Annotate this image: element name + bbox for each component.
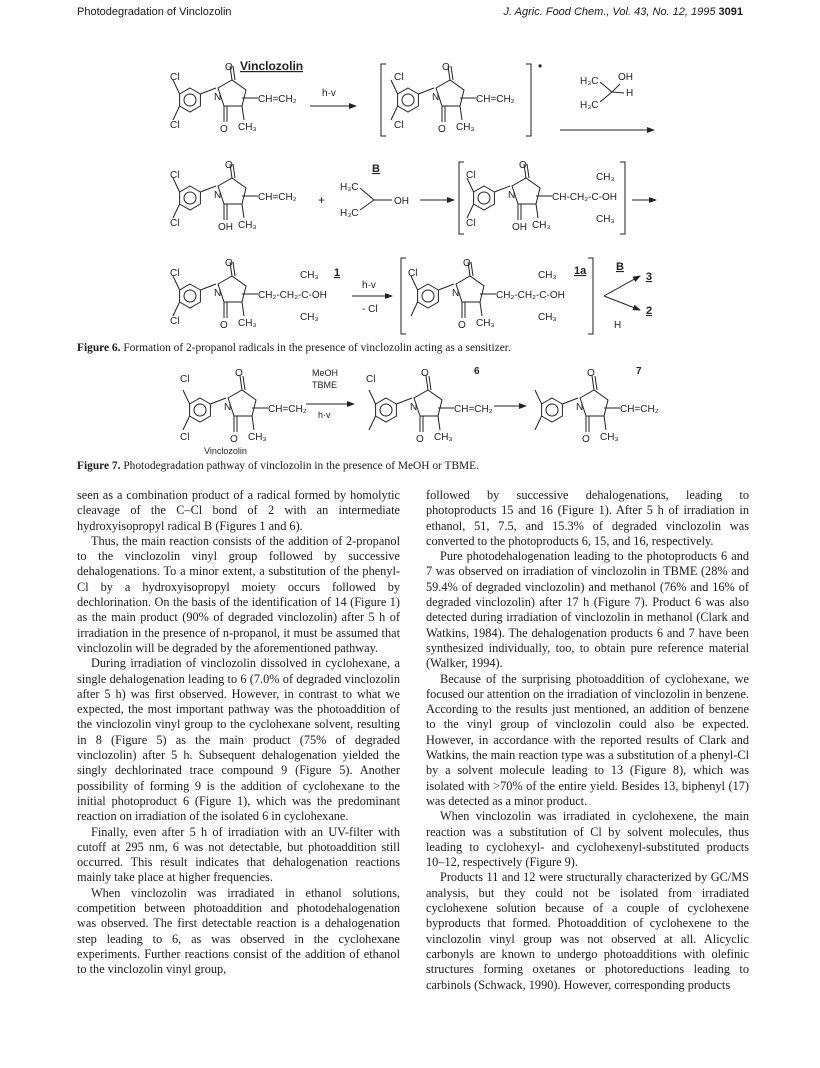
mol1-cl-bottom: Cl	[170, 120, 180, 131]
f7-mol2-o-top: O	[421, 368, 429, 379]
f7-mol2-substituent: CH=CH₂	[454, 404, 493, 415]
b-oh: OH	[394, 196, 409, 207]
paragraph: followed by successive dehalogenations, leading to photoproducts 15 and 16 (Figure 1). After 5 h of irradiation in ethanol, 51, 7.5, and 15.3% of degraded vinclozolin was converted to the photoproducts 6, 15, and 16, respectively.	[426, 488, 749, 548]
f7-mol1-n: N	[224, 402, 232, 413]
body-column-right	[426, 488, 749, 993]
arrow3-top: h·v	[362, 280, 376, 291]
f7-mol1-o-top: O	[235, 368, 243, 379]
mol4-oh: OH	[512, 222, 527, 233]
mol4-o-top: O	[519, 160, 527, 171]
figure-7-caption: Figure 7. Photodegradation pathway of vinclozolin in the presence of MeOH or TBME.	[77, 460, 479, 472]
mol3-cl-top: Cl	[170, 170, 180, 181]
journal-volume: Vol. 43, No. 12, 1995	[612, 6, 716, 18]
paragraph: When vinclozolin was irradiated in cyclohexene, the main reaction was a substitution of Cl by solvent molecules, thus leading to cyclohexyl- and cyclohexenyl-substituted products 10–12, respectively (Figure 9).	[426, 809, 749, 870]
mol6-ch3-bottom: CH₃	[538, 312, 557, 323]
mol1-cl-top: Cl	[170, 72, 180, 83]
b-h3c-top: H₃C	[340, 182, 359, 193]
figure-6-caption: Figure 6. Formation of 2-propanol radicals in the presence of vinclozolin acting as a sensitizer.	[77, 342, 511, 354]
radical-dot: •	[538, 59, 543, 73]
mol2-o-top: O	[442, 62, 450, 73]
mol6-chain: CH₂-CH₂-C-OH	[496, 290, 565, 301]
f7-mol3-n: N	[576, 402, 584, 413]
f7-label-7: 7	[636, 366, 642, 377]
mol5-ch3-top: CH₃	[300, 270, 319, 281]
f7-mol2-n: N	[410, 402, 418, 413]
label-3: 3	[646, 271, 653, 283]
f7-mol1-o-bottom: O	[230, 434, 238, 445]
f7-mol3-o-top: O	[587, 368, 595, 379]
f7-label-6: 6	[474, 366, 480, 377]
journal-name: J. Agric. Food Chem.,	[503, 6, 610, 18]
mol4-ch3-top: CH₃	[596, 172, 615, 183]
mol2-cl-top: Cl	[394, 72, 404, 83]
mol5-n: N	[214, 288, 222, 299]
plus-sign: +	[318, 193, 326, 207]
mol6-cl: Cl	[408, 268, 418, 279]
f7-mol2-o-bottom: O	[416, 434, 424, 445]
f7-mol3-substituent: CH=CH₂	[620, 404, 659, 415]
paragraph: When vinclozolin was irradiated in ethanol solutions, competition between photoaddition and photodehalogenation was observed. The first detectable reaction is a dehalogenation step leading to 6, as was observed in the cyclohexane experiments. Further reactions consist of the addition of ethanol to the vinclozolin vinyl group,	[77, 885, 400, 977]
f7-mol1-cl-top: Cl	[180, 374, 190, 385]
paragraph: Pure photodehalogenation leading to the photoproducts 6 and 7 was observed on irradiation of vinclozolin in TBME (28% and 59.4% of degraded vinclozolin) and methanol (76% and 16% of degraded vinclozolin) after 17 h (Figure 7). Product 6 was also detected during irradiation of vinclozolin in methanol (Clark and Watkins, 1984). The dehalogenation products 6 and 7 have been synthesized individually, too, to obtain pure reference material (Walker, 1994).	[426, 549, 749, 671]
mol2-methyl: CH₃	[456, 122, 475, 133]
reagent-h3c-top: H₃C	[580, 76, 599, 87]
mol1-substituent: CH=CH₂	[258, 94, 297, 105]
mol4-cl-bottom: Cl	[466, 218, 476, 229]
mol4-chain: CH-CH₂-C-OH	[552, 192, 617, 203]
mol5-cl-bottom: Cl	[170, 316, 180, 327]
mol3-oh: OH	[218, 222, 233, 233]
mol4-methyl: CH₃	[532, 220, 551, 231]
mol1-n: N	[214, 92, 222, 103]
mol5-ch3-bottom: CH₃	[300, 312, 319, 323]
label-h: H	[614, 320, 622, 331]
vinclozolin-title: Vinclozolin	[240, 59, 304, 73]
mol6-o-top: O	[463, 258, 471, 269]
f7-mol2-methyl: CH₃	[434, 432, 453, 443]
mol5-methyl: CH₃	[238, 318, 257, 329]
mol6-o-bottom: O	[458, 320, 466, 331]
mol4-n: N	[508, 190, 516, 201]
mol6-methyl: CH₃	[476, 318, 495, 329]
f7-mol1-methyl: CH₃	[248, 432, 267, 443]
reagent-h3c-bottom: H₃C	[580, 100, 599, 111]
arrow3-bottom: - Cl	[362, 304, 378, 315]
mol3-o-top: O	[225, 160, 233, 171]
running-header-title: Photodegradation of Vinclozolin	[77, 6, 232, 18]
figure-6-scheme	[0, 56, 820, 340]
mol3-substituent: CH=CH₂	[258, 192, 297, 203]
mol2-substituent: CH=CH₂	[476, 94, 515, 105]
f7-mol2-cl: Cl	[366, 374, 376, 385]
paragraph: Because of the surprising photoaddition of cyclohexane, we focused our attention on the irradiation of vinclozolin in benzene. According to the results just mentioned, an addition of benzene to the vinyl group of vinclozolin could also be expected. However, in accordance with the reported results of Clark and Watkins, the main reaction type was a substitution of a phenyl-Cl by a solvent molecule leading to 13 (Figure 8), which was isolated with >70% of the entire yield. Besides 13, biphenyl (17) was detected as a minor product.	[426, 671, 749, 808]
label-b-row3: B	[616, 261, 624, 273]
arrow1-label: h·v	[322, 88, 336, 99]
f7-arrow-label: h·v	[318, 410, 331, 420]
paragraph: Finally, even after 5 h of irradiation with an UV-filter with cutoff at 295 nm, 6 was not detectable, but photoaddition still occurred. This result indicates that dehalogenation reactions mainly take place at higher frequencies.	[77, 824, 400, 885]
f7-mol1-substituent: CH=CH₂	[268, 404, 307, 415]
mol3-methyl: CH₃	[238, 220, 257, 231]
f7-mol1-cl-bottom: Cl	[180, 432, 190, 443]
mol2-o-bottom: O	[438, 124, 446, 135]
paragraph: Thus, the main reaction consists of the addition of 2-propanol to the vinclozolin vinyl group followed by successive dehalogenations. To a minor extent, a substitution of the phenyl-Cl by a hydroxyisopropyl moiety occurs followed by dechlorination. On the basis of the identification of 14 (Figure 1) as the main product (90% of degraded vinclozolin) after 5 h of irradiation in the presence of n-propanol, it must be assumed that vinclozolin will be degraded by the aforementioned pathway.	[77, 533, 400, 655]
mol5-cl-top: Cl	[170, 268, 180, 279]
paragraph: During irradiation of vinclozolin dissolved in cyclohexane, a single dehalogenation leading to 6 (7.0% of degraded vinclozolin after 5 h) was first observed. However, in contrast to what we expected, the most important pathway was the photoaddition of the vinclozolin vinyl group to the cyclohexane solvent, resulting in 8 (Figure 5) as the main product (75% of degraded vinclozolin) after 5 h. Subsequent dehalogenation yielded the singly dechlorinated trace compound 9 (Figure 5). Another possibility of forming 9 is the addition of cyclohexane to the initial photoproduct 6 (Figure 1), which was the predominant reaction on irradiation of the isolated 6 in cyclohexane.	[77, 656, 400, 824]
mol5-chain: CH₂-CH₂-C-OH	[258, 290, 327, 301]
mol4-cl-top: Cl	[466, 170, 476, 181]
f7-reagent-meoh: MeOH	[312, 368, 339, 378]
mol1-o-top: O	[225, 62, 233, 73]
label-2: 2	[646, 305, 653, 317]
label-1: 1	[334, 267, 341, 279]
mol2-n: N	[432, 92, 440, 103]
label-1a: 1a	[574, 265, 587, 277]
body-column-left	[77, 488, 400, 978]
mol1-methyl: CH₃	[238, 122, 257, 133]
f7-mol3-methyl: CH₃	[600, 432, 619, 443]
paragraph: Products 11 and 12 were structurally characterized by GC/MS analysis, but they could not be isolated from irradiated cyclohexene solution because of a couple of cyclohexene byproducts that formed. Photoaddition of cyclohexene to the vinclozolin vinyl group was not observed at all. Alicyclic carbonyls are known to undergo photoadditions with olefinic structures forming oxetanes or photoreductions leading to carbinols (Schwack, 1990). However, corresponding products	[426, 870, 749, 992]
mol5-o-top: O	[225, 258, 233, 269]
mol6-ch3-top: CH₃	[538, 270, 557, 281]
label-b-row2: B	[372, 163, 380, 175]
f7-vinclozolin-label: Vinclozolin	[204, 446, 247, 456]
f7-reagent-tbme: TBME	[312, 380, 338, 390]
mol4-ch3-bottom: CH₃	[596, 214, 615, 225]
page-number: 3091	[718, 6, 743, 18]
mol1-o-bottom: O	[220, 124, 228, 135]
mol3-cl-bottom: Cl	[170, 218, 180, 229]
running-header-citation	[503, 6, 743, 18]
mol3-n: N	[214, 190, 222, 201]
paragraph: seen as a combination product of a radical formed by homolytic cleavage of the C–Cl bond of 2 with an intermediate hydroxyisopropyl radical B (Figures 1 and 6).	[77, 488, 400, 533]
reagent-oh: OH	[618, 72, 633, 83]
mol6-n: N	[452, 288, 460, 299]
mol2-cl-bottom: Cl	[394, 120, 404, 131]
mol5-o-bottom: O	[220, 320, 228, 331]
b-h3c-bottom: H₃C	[340, 208, 359, 219]
f7-mol3-o-bottom: O	[582, 434, 590, 445]
figure-7-scheme	[0, 362, 820, 456]
reagent-h: H	[626, 88, 634, 99]
